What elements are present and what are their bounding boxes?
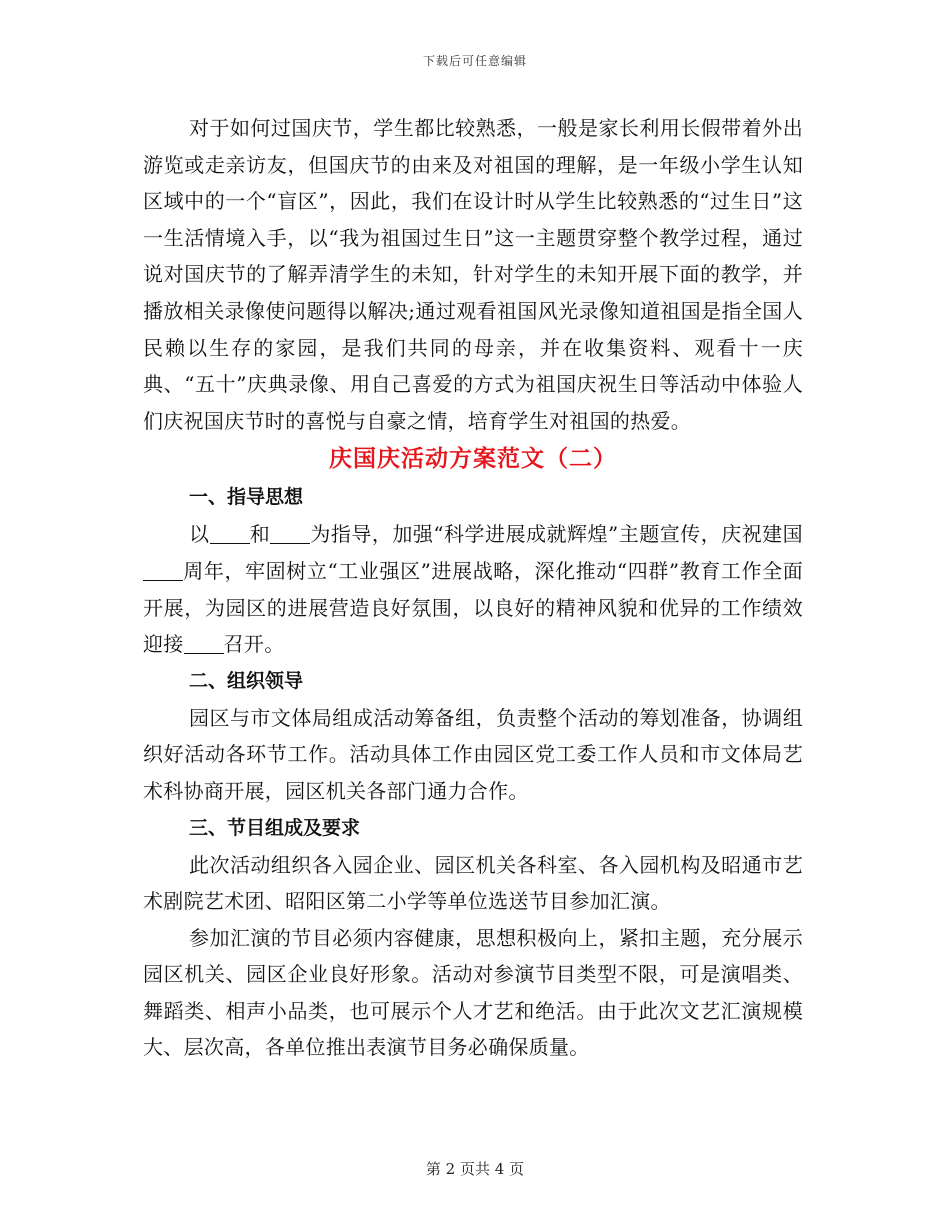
fill-blank <box>184 633 224 654</box>
section-heading-program-requirements: 三、节目组成及要求 <box>189 816 361 839</box>
fill-blank <box>270 523 310 544</box>
text-fragment: 召开。 <box>223 632 285 657</box>
page-footer: 第 2 页共 4 页 <box>425 1160 525 1178</box>
document-title: 庆国庆活动方案范文（二） <box>329 445 617 473</box>
section-heading-organization: 二、组织领导 <box>189 669 304 692</box>
fill-blank <box>210 523 250 544</box>
page-header: 下载后可任意编辑 <box>422 54 527 68</box>
fill-blank <box>143 560 183 581</box>
organization-paragraph: 园区与市文体局组成活动筹备组，负责整个活动的筹划准备，协调组织好活动各环节工作。活动具体工作由园区党工委工作人员和市文体局艺术科协商开展，园区机关各部门通力合作。 <box>143 705 803 803</box>
program-paragraph-2: 参加汇演的节目必须内容健康，思想积极向上，紧扣主题，充分展示园区机关、园区企业良好形象。活动对参演节目类型不限，可是演唱类、舞蹈类、相声小品类，也可展示个人才艺和绝活。由于此次文艺汇演规模大、层次高，各单位推出表演节目务必确保质量。 <box>143 925 803 1060</box>
section-heading-guiding-ideology: 一、指导思想 <box>189 486 304 509</box>
text-fragment: 以 <box>189 522 210 547</box>
text-fragment: 和 <box>249 522 271 547</box>
document-body <box>143 110 803 1066</box>
text-fragment: 周年，牢固树立“工业强区”进展战略，深化推动“四群”教育工作全面开展，为园区的进展营造良好氛围，以良好的精神风貌和优异的工作绩效迎接 <box>143 558 803 657</box>
intro-paragraph: 对于如何过国庆节，学生都比较熟悉，一般是家长利用长假带着外出游览或走亲访友，但国庆节的由来及对祖国的理解，是一年级小学生认知区域中的一个“盲区”，因此，我们在设计时从学生比较熟悉的“过生日”这一生活情境入手，以“我为祖国过生日”这一主题贯穿整个教学过程，通过说对国庆节的了解弄清学生的未知，针对学生的未知开展下面的教学，并播放相关录像使问题得以解决;通过观看祖国风光录像知道祖国是指全国人民赖以生存的家园，是我们共同的母亲，并在收集资料、观看十一庆典、“五十”庆典录像、用自己喜爱的方式为祖国庆祝生日等活动中体验人们庆祝国庆节时的喜悦与自豪之情，培育学生对祖国的热爱。 <box>143 116 803 433</box>
program-paragraph-1: 此次活动组织各入园企业、园区机关各科室、各入园机构及昭通市艺术剧院艺术团、昭阳区第二小学等单位选送节目参加汇演。 <box>143 852 803 914</box>
guiding-ideology-paragraph <box>143 516 803 662</box>
text-fragment: 为指导，加强“科学进展成就辉煌”主题宣传，庆祝建国 <box>310 522 803 547</box>
